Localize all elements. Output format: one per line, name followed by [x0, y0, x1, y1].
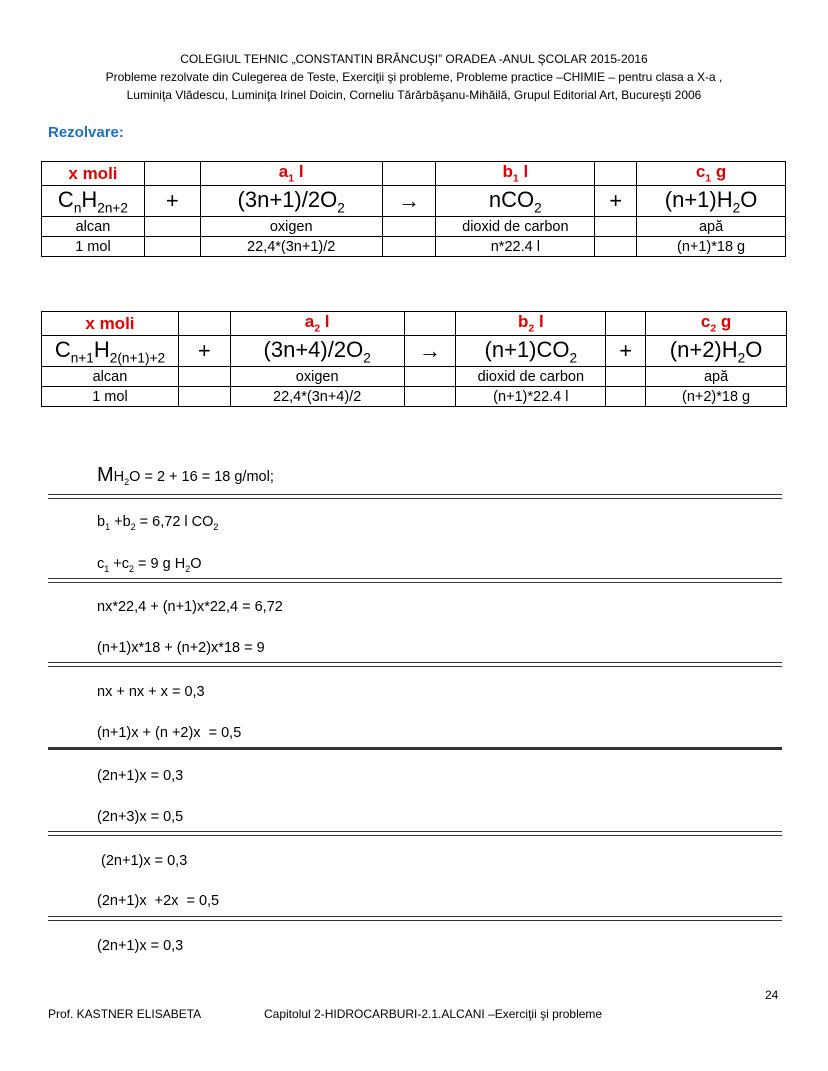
- alkane-amount: 1 mol: [42, 387, 179, 407]
- oxygen-formula: $(3n+4)/2O_2$: [230, 336, 404, 367]
- oxygen-amount: 22,4*(3n+1)/2: [200, 237, 382, 257]
- reaction-2-formula-row: [42, 336, 787, 367]
- equation-water-sum: $c_1 +c_2 = 9$ g $H_2O$: [97, 556, 202, 574]
- step-equation: (2n+1)x = 0,3: [97, 853, 188, 869]
- header-line-3: Luminiţa Vlădescu, Luminiţa Irinel Doicin, Corneliu Tărărbăşanu-Mihăilă, Grupul Editorial Art, Bucureşti 2006: [126, 88, 702, 102]
- water-amount: (n+1)*18 g: [637, 237, 786, 257]
- oxygen-name: oxigen: [200, 217, 382, 237]
- reaction-2-names-row: [42, 367, 787, 387]
- reaction-2-amounts-row: [42, 387, 787, 407]
- water-formula: $(n+2)H_2O$: [646, 336, 787, 367]
- divider: [48, 578, 782, 583]
- alkane-name: alcan: [42, 367, 179, 387]
- reaction-table-2: [41, 311, 787, 407]
- reaction-table-1: [41, 161, 786, 257]
- step-equation: (2n+3)x = 0,5: [97, 809, 184, 825]
- water-name: apă: [646, 367, 787, 387]
- reaction-2-header-row: [42, 312, 787, 336]
- molar-mass-water: $MH_2O = 2 + 16 = 18$ g/mol;: [97, 464, 274, 487]
- alkane-formula: $C_{n+1}H_{2(n+1)+2}$: [42, 336, 179, 367]
- moles-label: x moli: [42, 312, 179, 336]
- footer-chapter: Capitolul 2-HIDROCARBURI-2.1.ALCANI –Exerciţii şi probleme: [264, 1007, 603, 1021]
- step-equation: (2n+1)x +2x = 0,5: [97, 893, 220, 909]
- co2-formula: nCO$_2$: [436, 186, 595, 217]
- water-amount: (n+2)*18 g: [646, 387, 787, 407]
- oxygen-formula: $(3n+1)/2O_2$: [200, 186, 382, 217]
- reaction-arrow: →: [404, 336, 456, 367]
- oxygen-volume-label: $a_1$ l: [200, 162, 382, 186]
- oxygen-volume-label: $a_2$ l: [230, 312, 404, 336]
- water-mass-label: $c_2$ g: [646, 312, 787, 336]
- divider: [48, 747, 782, 750]
- alkane-amount: 1 mol: [42, 237, 145, 257]
- page-number: 24: [765, 988, 779, 1002]
- reaction-arrow: →: [382, 186, 436, 217]
- co2-volume-label: $b_1$ l: [436, 162, 595, 186]
- header-line-2: Probleme rezolvate din Culegerea de Teste, Exerciţii şi probleme, Probleme practice –CHIMIE – pentru clasa a X-a ,: [105, 70, 723, 84]
- co2-formula: $(n+1)CO_2$: [456, 336, 606, 367]
- alkane-name: alcan: [42, 217, 145, 237]
- water-name: apă: [637, 217, 786, 237]
- co2-volume-label: $b_2$ l: [456, 312, 606, 336]
- water-mass-label: $c_1$ g: [637, 162, 786, 186]
- footer-author: Prof. KASTNER ELISABETA: [48, 1007, 202, 1021]
- equation-co2-sum: $b_1 +b_2 = 6,72$ l $CO_2$: [97, 514, 219, 532]
- reaction-1-header-row: [42, 162, 786, 186]
- divider: [48, 494, 782, 499]
- co2-amount: (n+1)*22.4 l: [456, 387, 606, 407]
- step-equation: nx*22,4 + (n+1)x*22,4 = 6,72: [97, 599, 283, 615]
- step-equation: (n+1)x + (n +2)x = 0,5: [97, 725, 242, 741]
- step-equation: nx + nx + x = 0,3: [97, 684, 205, 700]
- plus-sign: +: [606, 336, 646, 367]
- alkane-formula: $C_nH_{2n+2}$: [42, 186, 145, 217]
- divider: [48, 662, 782, 667]
- step-equation: (n+1)x*18 + (n+2)x*18 = 9: [97, 640, 265, 656]
- page-header: [0, 50, 828, 104]
- plus-sign: +: [144, 186, 200, 217]
- co2-amount: n*22.4 l: [436, 237, 595, 257]
- reaction-1-amounts-row: [42, 237, 786, 257]
- step-equation: (2n+1)x = 0,3: [97, 938, 184, 954]
- divider: [48, 916, 782, 921]
- divider: [48, 831, 782, 836]
- plus-sign: +: [178, 336, 230, 367]
- reaction-1-names-row: [42, 217, 786, 237]
- co2-name: dioxid de carbon: [456, 367, 606, 387]
- water-formula: $(n+1)H_2O$: [637, 186, 786, 217]
- oxygen-name: oxigen: [230, 367, 404, 387]
- step-equation: (2n+1)x = 0,3: [97, 768, 184, 784]
- plus-sign: +: [595, 186, 637, 217]
- rezolvare-heading: Rezolvare:: [48, 124, 124, 141]
- reaction-1-formula-row: [42, 186, 786, 217]
- moles-label: x moli: [42, 162, 145, 186]
- header-line-1: COLEGIUL TEHNIC „CONSTANTIN BRÂNCUŞI” ORADEA -ANUL ŞCOLAR 2015-2016: [180, 52, 648, 66]
- co2-name: dioxid de carbon: [436, 217, 595, 237]
- oxygen-amount: 22,4*(3n+4)/2: [230, 387, 404, 407]
